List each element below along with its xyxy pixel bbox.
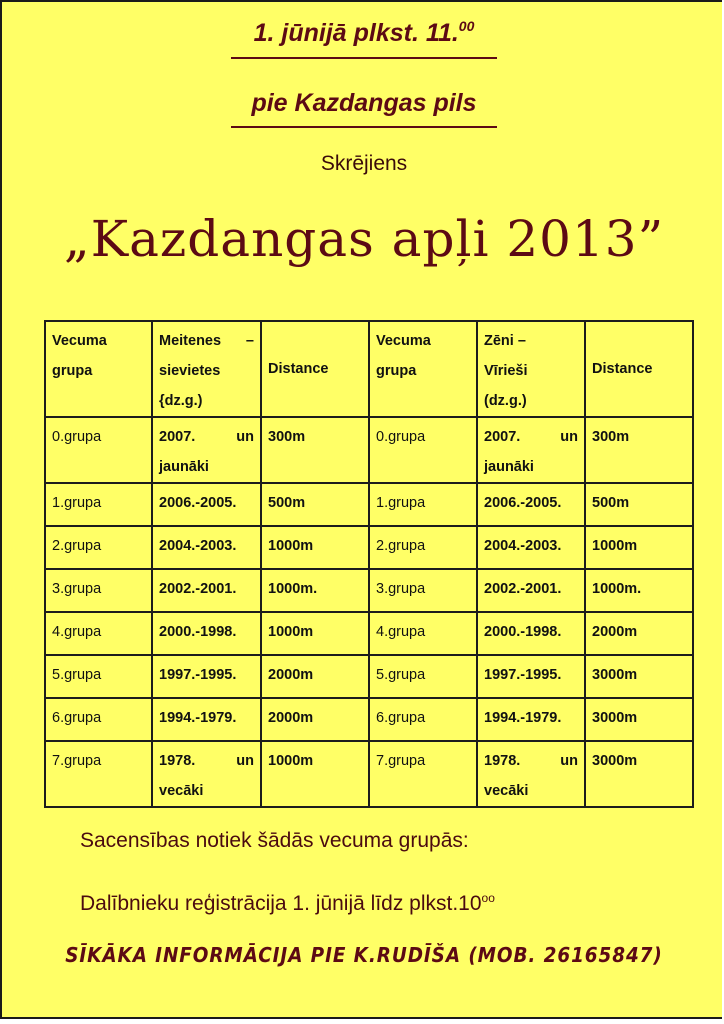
birth-years-text: un [236,753,254,769]
header-age-group-f [45,321,152,417]
header-text: Meitenes [159,333,222,349]
table-header-row [45,321,693,417]
birth-years-text: un [560,753,578,769]
age-group-table [44,320,694,808]
distance-cell: 2000m [261,698,369,741]
birth-years-cell: 2006.-2005. [152,483,261,526]
header-text: Vīrieši [484,363,528,379]
birth-years-cell [152,417,261,483]
birth-years-cell [152,741,261,807]
date-line: 1. jūnijā plkst. 11. [253,19,459,47]
age-group-cell: 2.grupa [369,526,477,569]
birth-years-cell: 1997.-1995. [477,655,585,698]
birth-years-text: un [236,429,254,445]
birth-years-cell: 2002.-2001. [152,569,261,612]
birth-years-cell [477,417,585,483]
header-text: {dz.g.) [159,393,203,409]
birth-years-text: vecāki [484,783,529,799]
age-group-cell: 1.grupa [369,483,477,526]
age-group-cell: 3.grupa [369,569,477,612]
birth-years-cell: 2000.-1998. [152,612,261,655]
contact-info: SĪKĀKA INFORMĀCIJA PIE K.RUDĪŠA (MOB. 26165847) [65,943,663,967]
location-underline [231,126,497,128]
header-text: Vecuma [376,333,431,349]
groups-note: Sacensības notiek šādās vecuma grupās: [80,829,469,852]
age-group-cell: 0.grupa [45,417,152,483]
birth-years-text [159,746,254,776]
distance-cell: 1000m [261,612,369,655]
distance-cell: 300m [261,417,369,483]
birth-years-cell: 1994.-1979. [152,698,261,741]
distance-cell: 2000m [585,612,693,655]
time-superscript: 00 [458,18,475,34]
table-row [45,569,693,612]
header-text [159,326,254,356]
header-girls-women [152,321,261,417]
header-age-group-m [369,321,477,417]
age-group-cell: 6.grupa [369,698,477,741]
table-row [45,417,693,483]
event-subtitle: Skrējiens [320,152,408,175]
distance-cell: 500m [585,483,693,526]
header-distance-m: Distance [585,321,693,417]
age-group-cell: 3.grupa [45,569,152,612]
distance-cell: 2000m [261,655,369,698]
age-group-cell: 7.grupa [369,741,477,807]
event-location: pie Kazdangas pils [251,89,477,117]
birth-years-cell: 1994.-1979. [477,698,585,741]
age-group-cell: 0.grupa [369,417,477,483]
age-group-cell: 4.grupa [45,612,152,655]
birth-years-text [484,746,578,776]
header-text: – [245,333,254,349]
distance-cell: 1000m [261,741,369,807]
birth-years-text [484,422,578,452]
table-row [45,655,693,698]
age-group-cell: 5.grupa [45,655,152,698]
distance-cell: 3000m [585,741,693,807]
header-text: grupa [376,363,417,379]
header-boys-men [477,321,585,417]
age-group-cell: 2.grupa [45,526,152,569]
distance-cell: 1000m. [261,569,369,612]
birth-years-text: un [560,429,578,445]
registration-note [80,891,495,916]
birth-years-text: 1978. [484,753,521,769]
age-group-cell: 7.grupa [45,741,152,807]
registration-text: Dalībnieku reģistrācija 1. jūnijā līdz plkst.10 [80,892,482,915]
birth-years-text [159,422,254,452]
age-group-cell: 1.grupa [45,483,152,526]
birth-years-cell [477,741,585,807]
birth-years-text: 2007. [484,429,521,445]
distance-cell: 1000m [585,526,693,569]
header-text: sievietes [159,363,221,379]
header-text: Vecuma [52,333,107,349]
event-date-time [2,18,724,48]
table-row [45,483,693,526]
table-row [45,698,693,741]
age-group-cell: 5.grupa [369,655,477,698]
distance-cell: 3000m [585,698,693,741]
header-distance-f: Distance [261,321,369,417]
date-underline [231,57,497,59]
birth-years-cell: 2004.-2003. [477,526,585,569]
distance-cell: 500m [261,483,369,526]
header-text: (dz.g.) [484,393,527,409]
table-row [45,612,693,655]
event-title: „Kazdangas apļi 2013” [63,210,665,268]
registration-superscript: oo [481,891,495,905]
birth-years-cell: 2006.-2005. [477,483,585,526]
distance-cell: 300m [585,417,693,483]
birth-years-cell: 1997.-1995. [152,655,261,698]
birth-years-text: 2007. [159,429,196,445]
birth-years-cell: 2000.-1998. [477,612,585,655]
birth-years-cell: 2002.-2001. [477,569,585,612]
birth-years-text: jaunāki [484,459,534,475]
header-text: grupa [52,363,93,379]
birth-years-text: 1978. [159,753,196,769]
distance-cell: 1000m. [585,569,693,612]
distance-cell: 1000m [261,526,369,569]
table-row [45,526,693,569]
age-group-cell: 4.grupa [369,612,477,655]
header-text: Zēni – [484,333,526,349]
distance-cell: 3000m [585,655,693,698]
table-row [45,741,693,807]
birth-years-text: vecāki [159,783,204,799]
birth-years-cell: 2004.-2003. [152,526,261,569]
age-group-cell: 6.grupa [45,698,152,741]
birth-years-text: jaunāki [159,459,209,475]
